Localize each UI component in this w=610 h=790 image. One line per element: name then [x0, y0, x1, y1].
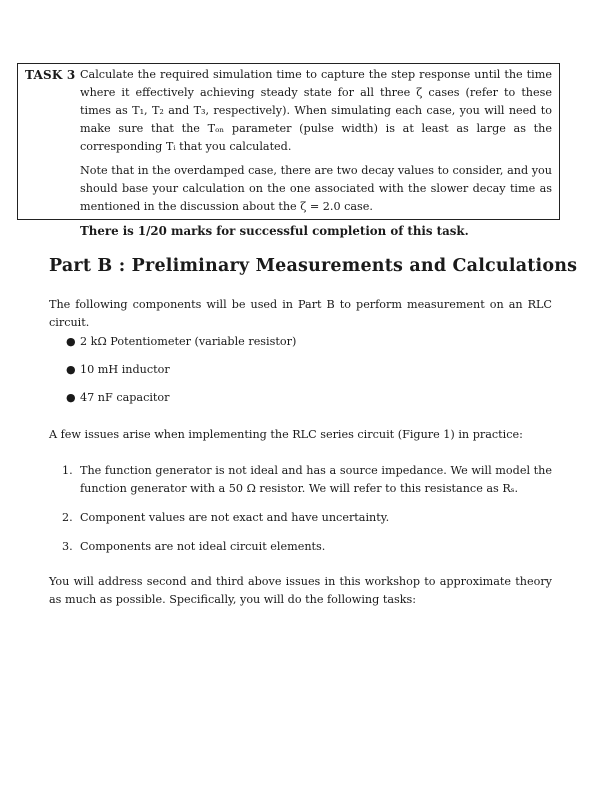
- closing-paragraph: You will address second and third above issues in this workshop to approximate theory as much as possible. Specifically, you will do the following tasks:: [49, 575, 552, 606]
- bullet-icon: ●: [66, 335, 76, 348]
- issue-text: The function generator is not ideal and has a source impedance. We will model the function generator with a 50 Ω resistor. We will refer to this resistance as Rₛ.: [80, 464, 552, 495]
- issues-intro: A few issues arise when implementing the RLC series circuit (Figure 1) in practice:: [49, 428, 523, 441]
- list-item: [66, 389, 296, 407]
- list-item: [66, 333, 296, 351]
- task-label: TASK 3: [25, 68, 76, 82]
- issues-list: [62, 462, 552, 567]
- list-item: [62, 538, 552, 556]
- bullet-icon: ●: [66, 363, 76, 376]
- list-item: [62, 509, 552, 527]
- item-number: 2.: [62, 511, 73, 524]
- component-text: 10 mH inductor: [80, 363, 170, 376]
- component-text: 47 nF capacitor: [80, 391, 170, 404]
- section-intro: The following components will be used in Part B to perform measurement on an RLC circuit.: [49, 298, 552, 329]
- task-paragraph-2: Note that in the overdamped case, there are two decay values to consider, and you should base your calculation on the one associated with the slower decay time as mentioned in the discussion about the ζ = 2.0 case.: [80, 164, 552, 213]
- list-item: [66, 361, 296, 379]
- component-list: [66, 333, 296, 417]
- item-number: 1.: [62, 464, 73, 477]
- item-number: 3.: [62, 540, 73, 553]
- task-marks: There is 1/20 marks for successful completion of this task.: [80, 224, 469, 238]
- section-title: Part B : Preliminary Measurements and Calculations: [49, 256, 578, 276]
- list-item: [62, 462, 552, 498]
- issue-text: Component values are not exact and have uncertainty.: [80, 511, 390, 524]
- task-paragraph-1: Calculate the required simulation time to capture the step response until the time where it effectively achieving steady state for all three ζ cases (refer to these times as T₁, T₂ and T₃, respectively). When simulating each case, you will need to make sure that the Tₒₙ parameter (pulse width) is at least as large as the corresponding Tᵢ that you calculated.: [80, 68, 552, 153]
- bullet-icon: ●: [66, 391, 76, 404]
- issue-text: Components are not ideal circuit elements.: [80, 540, 326, 553]
- task-box: [17, 63, 560, 238]
- component-text: 2 kΩ Potentiometer (variable resistor): [80, 335, 297, 348]
- task-body: [80, 66, 552, 246]
